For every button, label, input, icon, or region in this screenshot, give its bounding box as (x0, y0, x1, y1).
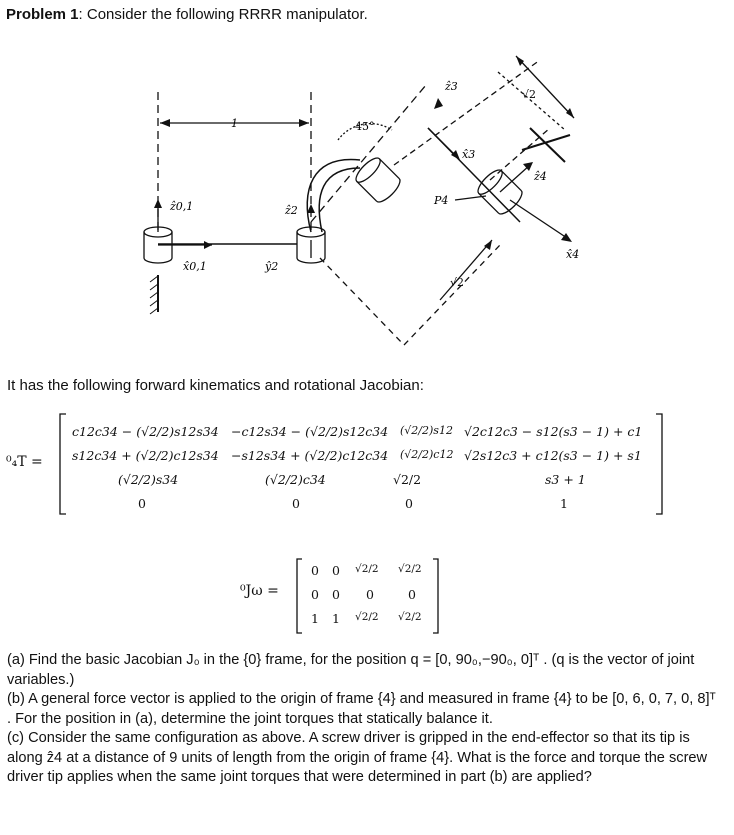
projection-line-1 (320, 258, 404, 345)
z01-label: ẑ0,1 (170, 200, 194, 213)
p4-label: P4 (434, 194, 449, 207)
question-parts (7, 651, 717, 788)
projection-line-2 (404, 245, 500, 345)
t-cell-0-2: (√2/2)s12 (400, 424, 453, 437)
t-cell-2-3: s3 + 1 (545, 472, 586, 487)
z4-label: ẑ4 (534, 170, 547, 183)
jw-cell-0-1: 0 (332, 563, 340, 578)
t-matrix-lhs: ⁰₄T = (6, 454, 43, 470)
z2-label: ẑ2 (285, 204, 298, 217)
sqrt2-top-label: √2 (522, 88, 537, 101)
len-1-label: 1 (231, 117, 238, 130)
t-cell-0-0: c12c34 − (√2/2)s12s34 (72, 424, 219, 439)
part-c: (c) Consider the same configuration as above. A screw driver is gripped in the end-effector so that its tip is along ẑ4 at a distance of 9 units of length from the origin of frame {4}. What is the force and torque the screw driver tip applies when the same joint torques that were determined in part (b) are applied? (7, 730, 708, 785)
part-a: (a) Find the basic Jacobian J₀ in the {0} frame, for the position q = [0, 90₀,−90₀, 0]ᵀ . (q is the vector of joint variables.) (7, 652, 695, 688)
problem-title-text: : Consider the following RRRR manipulator. (78, 6, 368, 23)
t-cell-3-1: 0 (292, 496, 300, 511)
t-cell-1-2: (√2/2)c12 (400, 448, 454, 461)
jw-cell-2-1: 1 (332, 611, 340, 626)
jw-cell-0-0: 0 (311, 563, 319, 578)
jw-cell-0-3: √2/2 (398, 563, 422, 575)
problem-label: Problem 1 (6, 6, 79, 23)
angle-label: 45° (355, 120, 375, 133)
t-cell-2-1: (√2/2)c34 (265, 472, 326, 487)
jw-cell-1-0: 0 (311, 587, 319, 602)
jw-matrix-lhs: ⁰Jω = (240, 583, 279, 599)
z3-label: ẑ3 (445, 80, 458, 93)
y2-label: ŷ2 (265, 260, 279, 273)
jw-cell-1-2: 0 (366, 587, 374, 602)
x01-label: x̂0,1 (183, 260, 207, 273)
x4-label: x̂4 (566, 248, 580, 261)
t-cell-0-1: −c12s34 − (√2/2)s12c34 (231, 424, 389, 439)
t-cell-2-2: √2/2 (393, 472, 422, 487)
t-cell-1-0: s12c34 + (√2/2)c12s34 (72, 448, 219, 463)
t-cell-3-2: 0 (405, 496, 413, 511)
jw-cell-0-2: √2/2 (355, 563, 379, 575)
intro-text: It has the following forward kinematics and rotational Jacobian: (7, 377, 424, 394)
t-cell-3-0: 0 (138, 496, 146, 511)
jw-cell-1-3: 0 (408, 587, 416, 602)
sqrt2-bottom-label: √2 (450, 276, 465, 289)
jw-cell-2-3: √2/2 (398, 611, 422, 623)
t-cell-0-3: √2c12c3 − s12(s3 − 1) + c1 (464, 424, 643, 439)
t-cell-2-0: (√2/2)s34 (118, 472, 179, 487)
part-b: (b) A general force vector is applied to the origin of frame {4} and measured in frame {4} to be [0, 6, 0, 7, 0, 8]ᵀ . For the position in (a), determine the joint torques that statically balance it. (7, 691, 716, 727)
jacobian-matrix (0, 555, 734, 640)
jw-cell-2-2: √2/2 (355, 611, 379, 623)
x3-label: x̂3 (462, 148, 476, 161)
jw-cell-1-1: 0 (332, 587, 340, 602)
t-cell-3-3: 1 (560, 496, 568, 511)
manipulator-diagram (0, 0, 734, 370)
jw-cell-2-0: 1 (311, 611, 319, 626)
transform-matrix (0, 410, 734, 520)
joint3-cylinder (353, 155, 404, 206)
link2-curve (307, 160, 360, 232)
t-cell-1-3: √2s12c3 + c12(s3 − 1) + s1 (464, 448, 642, 463)
t-cell-1-1: −s12s34 + (√2/2)c12c34 (231, 448, 389, 463)
